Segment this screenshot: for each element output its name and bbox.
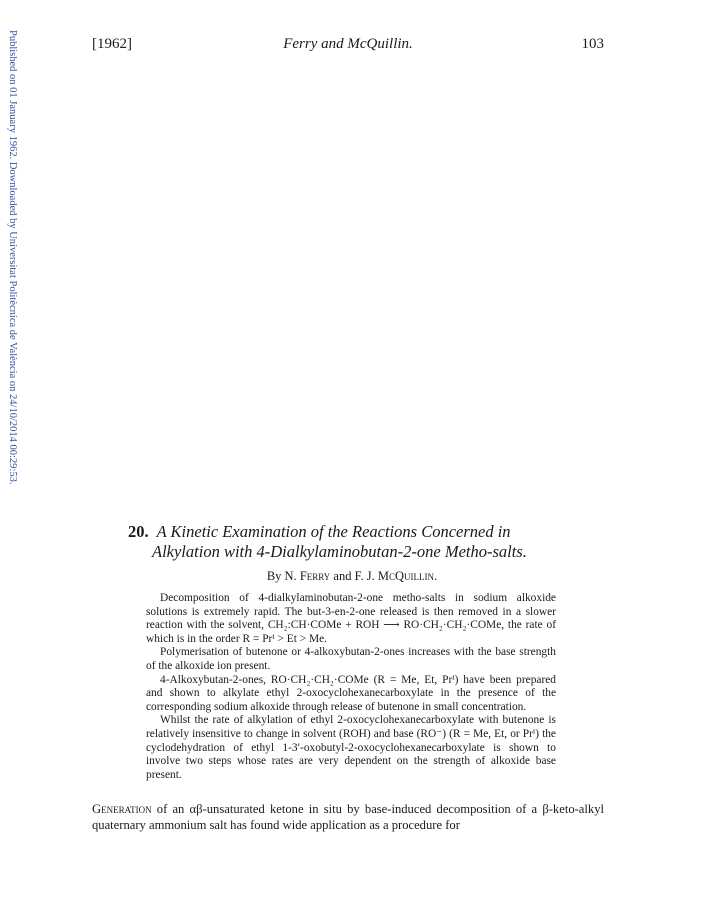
download-watermark bbox=[6, 30, 18, 575]
header-page-number: 103 bbox=[581, 36, 604, 52]
abstract bbox=[146, 592, 556, 782]
abstract-paragraph-1: Decomposition of 4-dialkylaminobutan-2-one metho-salts in sodium alkoxide solutions is extremely rapid. The but-3-en-2-one released is then removed in a slower reaction with the solvent, CH₂:CH·COMe + ROH ⟶ RO·CH₂·CH₂·COMe, the rate of which is in the order R = Prⁱ > Et > Me. bbox=[146, 592, 556, 645]
body-paragraph-text: of an αβ-unsaturated ketone in situ by base-induced decomposition of a β-keto-alkyl quaternary ammonium salt has found wide application as a procedure for bbox=[92, 802, 604, 832]
header-year: [1962] bbox=[92, 36, 132, 52]
author-line bbox=[0, 569, 704, 584]
download-watermark-text: Published on 01 January 1962. Downloaded by Universitat Politècnica de València on 24/10/2014 00:29:53. bbox=[7, 30, 18, 485]
body-lead-word: Generation bbox=[92, 802, 152, 816]
page-header bbox=[92, 36, 604, 56]
author-2-surname: McQuillin. bbox=[377, 569, 438, 583]
article-title-line-2: Alkylation with 4-Dialkylaminobutan-2-one Metho-salts. bbox=[152, 542, 527, 561]
article-title bbox=[128, 522, 568, 562]
abstract-paragraph-2: Polymerisation of butenone or 4-alkoxybutan-2-ones increases with the base strength of the alkoxide ion present. bbox=[146, 646, 556, 672]
article-title-line-1 bbox=[128, 522, 568, 542]
article-title-text-1: A Kinetic Examination of the Reactions Concerned in bbox=[156, 522, 511, 541]
author-conjunction: and F. J. bbox=[333, 569, 375, 583]
article-number: 20. bbox=[128, 522, 149, 541]
header-running-title: Ferry and McQuillin. bbox=[283, 36, 413, 52]
body-paragraph-1 bbox=[92, 801, 604, 833]
author-by: By N. bbox=[266, 569, 297, 583]
abstract-paragraph-3: 4-Alkoxybutan-2-ones, RO·CH₂·CH₂·COMe (R = Me, Et, Prⁱ) have been prepared and shown to alkylate ethyl 2-oxocyclohexanecarboxylate in the presence of the corresponding sodium alkoxide through release of butenone in small concentration. bbox=[146, 673, 556, 713]
author-1-surname: Ferry bbox=[299, 569, 331, 583]
abstract-paragraph-4: Whilst the rate of alkylation of ethyl 2-oxocyclohexanecarboxylate with butenone is relatively insensitive to change in solvent (ROH) and base (RO⁻) (R = Me, Et, or Prⁱ) the cyclodehydration of ethyl 1-3′-oxobutyl-2-oxocyclohexanecarboxylate is shown to involve two steps whose rates are very dependent on the strength of alkoxide base present. bbox=[146, 714, 556, 781]
body-text bbox=[92, 801, 604, 833]
